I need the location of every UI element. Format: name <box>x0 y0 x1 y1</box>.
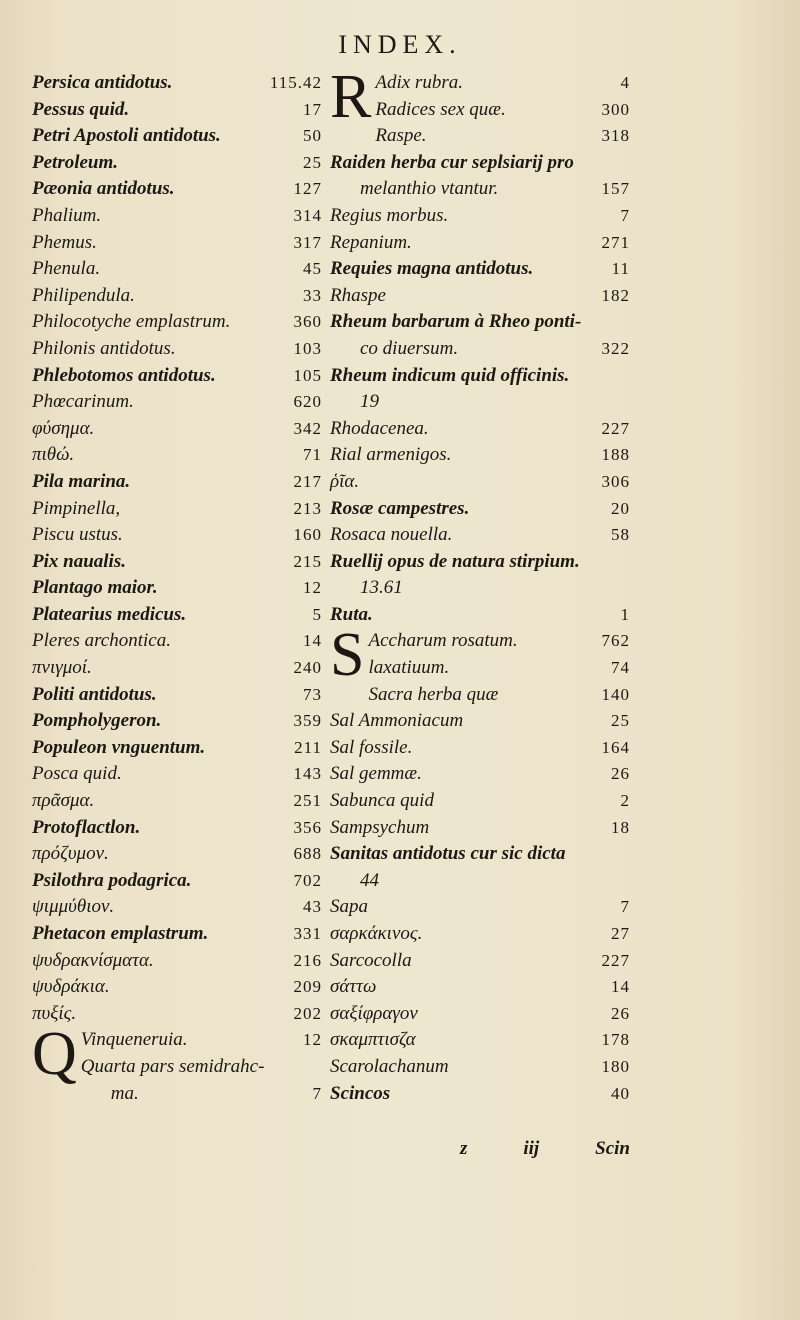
index-entry <box>32 761 322 788</box>
entry-label: melanthio vtantur. <box>360 178 499 200</box>
index-entry <box>32 123 322 150</box>
entry-label: Phalium. <box>32 204 102 226</box>
index-entry <box>32 682 322 709</box>
entry-label: πρόζυμον. <box>32 843 109 865</box>
index-entry <box>32 974 322 1001</box>
entry-label: Philocotyche emplastrum. <box>32 311 231 333</box>
entry-page-number: 26 <box>611 764 630 784</box>
entry-page-number: 356 <box>293 817 322 837</box>
entry-label: Pimpinella, <box>32 497 121 519</box>
index-entry <box>330 868 630 895</box>
entry-label: σαξίφραγον <box>330 1002 418 1024</box>
entry-label: Sapa <box>330 896 368 918</box>
page-footer <box>460 1138 630 1160</box>
entry-page-number: 14 <box>303 631 322 651</box>
entry-page-number: 115.42 <box>269 73 322 92</box>
entry-page-number: 105 <box>293 365 322 385</box>
entry-page-number: 160 <box>293 525 322 545</box>
index-entry <box>32 336 322 363</box>
entry-page-number: 26 <box>611 1003 630 1023</box>
entry-page-number: 14 <box>611 977 630 997</box>
index-entry <box>330 974 630 1001</box>
entry-page-number: 188 <box>601 445 630 465</box>
entry-label: Petroleum. <box>32 151 119 173</box>
entry-label: Posca quid. <box>32 763 122 785</box>
index-entry <box>330 815 630 842</box>
entry-label: co diuersum. <box>360 337 459 359</box>
index-entry <box>32 788 322 815</box>
entry-page-number: 318 <box>601 126 630 146</box>
entry-label: Phemus. <box>32 231 97 253</box>
entry-page-number: 2 <box>620 791 630 811</box>
entry-page-number: 7 <box>620 205 630 225</box>
entry-label: Sanitas antidotus cur sic dicta <box>330 843 566 865</box>
index-entry <box>32 841 322 868</box>
entry-label: Raspe. <box>375 125 427 147</box>
index-entry <box>368 682 630 709</box>
index-entry <box>81 1054 322 1081</box>
entry-label: 44 <box>360 869 379 891</box>
entry-page-number: 182 <box>601 285 630 305</box>
index-entry <box>330 549 630 576</box>
entry-page-number: 73 <box>303 684 322 704</box>
entry-label: Psilothra podagrica. <box>32 869 192 891</box>
entry-label: Requies magna antidotus. <box>330 258 534 280</box>
entry-label: ψυδράκια. <box>32 976 110 998</box>
entry-page-number: 180 <box>601 1056 630 1076</box>
section-initial-block <box>32 1020 322 1089</box>
entry-label: Repanium. <box>330 231 412 253</box>
right-column <box>330 63 630 1107</box>
entry-label: Sacra herba quæ <box>368 683 499 705</box>
index-entry <box>368 628 630 655</box>
index-entry <box>330 230 630 257</box>
entry-page-number: 11 <box>611 259 630 279</box>
entry-label: Piscu ustus. <box>32 524 123 546</box>
entry-page-number: 157 <box>601 179 630 199</box>
entry-label: Pix naualis. <box>32 550 126 572</box>
entry-label: Pila marina. <box>32 470 131 492</box>
entry-page-number: 12 <box>303 1030 322 1050</box>
entry-label: Phœcarinum. <box>32 391 134 413</box>
entry-label: Vinqueneruia. <box>80 1029 188 1051</box>
index-entry <box>330 203 630 230</box>
entry-label: Scincos <box>330 1082 391 1104</box>
entry-label: Petri Apostoli antidotus. <box>32 125 221 147</box>
entry-page-number: 209 <box>293 977 322 997</box>
entry-page-number: 18 <box>611 817 630 837</box>
index-entry <box>32 309 322 336</box>
index-entry <box>32 389 322 416</box>
index-entry <box>330 309 630 336</box>
index-entry <box>330 389 630 416</box>
index-entry <box>330 948 630 975</box>
entry-label: σκαμπτισζα <box>330 1029 416 1051</box>
index-entry <box>32 708 322 735</box>
index-entry <box>32 575 322 602</box>
entry-label: Sabunca quid <box>330 790 434 812</box>
catchword: Scin <box>595 1138 630 1159</box>
entry-label: Platearius medicus. <box>32 603 187 625</box>
entry-label: Pessus quid. <box>32 98 130 120</box>
entry-page-number: 620 <box>293 392 322 412</box>
index-entry <box>330 522 630 549</box>
entry-label: σάττω <box>330 976 377 998</box>
index-entry <box>330 841 630 868</box>
left-column <box>32 70 322 1107</box>
index-entry <box>375 97 630 124</box>
entry-label: Rial armenigos. <box>330 444 452 466</box>
entry-label: πυξίς. <box>32 1002 77 1024</box>
entry-page-number: 103 <box>293 338 322 358</box>
entry-label: Regius morbus. <box>330 204 449 226</box>
entry-page-number: 50 <box>303 126 322 146</box>
entry-page-number: 25 <box>303 152 322 172</box>
index-entry <box>32 442 322 469</box>
entry-page-number: 71 <box>303 445 322 465</box>
entry-label: Philipendula. <box>32 284 135 306</box>
index-entry <box>375 70 630 97</box>
entry-page-number: 74 <box>611 658 630 678</box>
index-entry <box>330 575 630 602</box>
entry-label: Ruta. <box>330 603 373 625</box>
index-entry <box>32 70 322 97</box>
entry-page-number: 240 <box>293 658 322 678</box>
index-entry <box>330 416 630 443</box>
entry-page-number: 25 <box>611 711 630 731</box>
entry-page-number: 178 <box>601 1030 630 1050</box>
entry-label: Raiden herba cur seplsiarij pro <box>330 151 574 173</box>
entry-page-number: 314 <box>293 205 322 225</box>
index-entry <box>330 921 630 948</box>
index-entry <box>32 815 322 842</box>
entry-label: Rosaca nouella. <box>330 524 453 546</box>
entry-label: Pompholygeron. <box>32 710 162 732</box>
entry-page-number: 213 <box>293 498 322 518</box>
entry-page-number: 322 <box>601 338 630 358</box>
index-entry <box>32 230 322 257</box>
entry-page-number: 331 <box>293 924 322 943</box>
entry-page-number: 215 <box>293 551 322 571</box>
entry-page-number: 4 <box>620 73 630 92</box>
entry-label: Radices sex quæ. <box>375 98 506 120</box>
index-entry <box>330 894 630 921</box>
entry-label: Rheum indicum quid officinis. <box>330 364 570 386</box>
drop-capital: Q <box>32 1020 77 1089</box>
index-entry <box>330 735 630 762</box>
index-entry <box>32 283 322 310</box>
entry-label: 19 <box>360 391 379 413</box>
entry-label: Sal fossile. <box>330 736 413 758</box>
entry-page-number: 7 <box>312 1083 322 1103</box>
entry-page-number: 12 <box>303 578 322 598</box>
entry-page-number: 5 <box>312 604 322 624</box>
index-entry <box>81 1027 322 1054</box>
index-entry <box>32 655 322 682</box>
section-initial-block <box>330 621 630 690</box>
entry-label: Ruellij opus de natura stirpium. <box>330 550 580 572</box>
index-entry <box>330 256 630 283</box>
entry-page-number: 211 <box>294 737 322 757</box>
entry-label: Plantago maior. <box>32 577 158 599</box>
entry-label: Sal gemmæ. <box>330 763 422 785</box>
index-entry <box>32 549 322 576</box>
index-entry <box>330 788 630 815</box>
entry-label: 13.61 <box>360 577 403 599</box>
entry-page-number: 227 <box>601 950 630 970</box>
index-entry <box>32 628 322 655</box>
entry-label: laxatiuum. <box>368 657 450 679</box>
index-entry <box>330 602 630 629</box>
index-entry <box>32 496 322 523</box>
entry-label: Phlebotomos antidotus. <box>32 364 216 386</box>
entry-label: φύσημα. <box>32 417 95 439</box>
entry-page-number: 17 <box>303 99 322 119</box>
entry-label: Adix rubra. <box>375 72 463 93</box>
section-initial-block <box>330 63 630 131</box>
entry-label: Pæonia antidotus. <box>32 178 175 200</box>
entry-label: Pleres archontica. <box>32 630 171 652</box>
entry-label: ῥῖα. <box>330 470 360 492</box>
entry-label: ψυδρακνίσματα. <box>32 949 154 971</box>
entry-page-number: 1 <box>620 604 630 624</box>
entry-label: Protoflactlon. <box>32 816 141 838</box>
index-entry <box>32 363 322 390</box>
index-entry <box>330 176 630 203</box>
index-entry <box>32 735 322 762</box>
index-entry <box>330 1054 630 1081</box>
entry-label: Scarolachanum <box>330 1055 449 1077</box>
entry-label: Populeon vnguentum. <box>32 736 206 758</box>
entry-label: Rosæ campestres. <box>330 497 470 519</box>
index-entry <box>330 496 630 523</box>
entry-label: ψιμμύθιον. <box>32 896 115 918</box>
index-entry <box>330 442 630 469</box>
index-entry <box>330 1081 630 1108</box>
entry-page-number: 202 <box>293 1003 322 1023</box>
entry-label: Rheum barbarum à Rheo ponti- <box>330 311 582 333</box>
entry-label: πνιγμοί. <box>32 657 92 679</box>
entry-page-number: 20 <box>611 498 630 518</box>
signature-mark: z <box>460 1138 468 1159</box>
drop-capital: S <box>330 621 365 690</box>
folio-number: iij <box>523 1138 540 1159</box>
index-entry <box>330 761 630 788</box>
index-entry <box>375 123 630 150</box>
index-entry <box>32 416 322 443</box>
entry-page-number: 40 <box>611 1083 630 1103</box>
index-entry <box>32 894 322 921</box>
entry-page-number: 43 <box>303 897 322 917</box>
entry-label: Rhaspe <box>330 284 386 306</box>
index-entry <box>32 203 322 230</box>
entry-label: Sampsychum <box>330 816 430 838</box>
entry-page-number: 762 <box>601 631 630 651</box>
index-entry <box>32 602 322 629</box>
entry-label: Politi antidotus. <box>32 683 157 705</box>
entry-label: Persica antidotus. <box>32 72 173 93</box>
index-entry <box>32 1001 322 1028</box>
entry-page-number: 688 <box>293 844 322 864</box>
entry-page-number: 45 <box>303 259 322 279</box>
entry-page-number: 251 <box>293 791 322 811</box>
entry-page-number: 271 <box>601 232 630 252</box>
index-entry <box>368 655 630 682</box>
entry-page-number: 227 <box>601 418 630 438</box>
index-entry <box>81 1081 322 1108</box>
entry-label: πιθώ. <box>32 444 75 466</box>
index-entry <box>32 150 322 177</box>
entry-page-number: 702 <box>293 870 322 890</box>
entry-label: Philonis antidotus. <box>32 337 176 359</box>
entry-page-number: 127 <box>293 179 322 199</box>
index-entry <box>330 283 630 310</box>
index-entry <box>32 256 322 283</box>
index-entry <box>330 363 630 390</box>
entry-page-number: 27 <box>611 924 630 943</box>
entry-label: Phetacon emplastrum. <box>32 923 209 944</box>
entry-label: Rhodacenea. <box>330 417 429 439</box>
entry-label: Quarta pars semidrahc- <box>80 1055 265 1077</box>
index-entry <box>32 948 322 975</box>
index-entry <box>330 1001 630 1028</box>
entry-label: πρᾶσμα. <box>32 790 95 812</box>
entry-label: σαρκάκινος. <box>330 923 423 944</box>
entry-page-number: 359 <box>293 711 322 731</box>
entry-page-number: 164 <box>601 737 630 757</box>
entry-page-number: 217 <box>293 471 322 491</box>
index-entry <box>330 708 630 735</box>
index-entry <box>32 176 322 203</box>
index-entry <box>32 469 322 496</box>
page-title: INDEX. <box>338 30 462 59</box>
entry-label: Phenula. <box>32 258 101 280</box>
entry-page-number: 317 <box>293 232 322 252</box>
entry-page-number: 58 <box>611 525 630 545</box>
entry-page-number: 360 <box>293 312 322 332</box>
index-entry <box>32 868 322 895</box>
index-entry <box>330 469 630 496</box>
entry-page-number: 143 <box>293 764 322 784</box>
entry-label: Accharum rosatum. <box>368 630 518 652</box>
drop-capital: R <box>330 63 372 131</box>
entry-label: Sarcocolla <box>330 949 412 971</box>
index-entry <box>330 336 630 363</box>
entry-label: ma. <box>110 1082 139 1104</box>
entry-page-number: 7 <box>620 897 630 917</box>
entry-page-number: 140 <box>601 684 630 704</box>
index-entry <box>32 97 322 124</box>
entry-page-number: 216 <box>293 950 322 970</box>
entry-page-number: 342 <box>293 418 322 438</box>
index-entry <box>330 150 630 177</box>
entry-page-number: 300 <box>601 99 630 119</box>
index-entry <box>32 921 322 948</box>
entry-label: Sal Ammoniacum <box>330 710 464 732</box>
index-entry <box>32 522 322 549</box>
index-entry <box>330 1027 630 1054</box>
entry-page-number: 33 <box>303 285 322 305</box>
entry-page-number: 306 <box>601 471 630 491</box>
